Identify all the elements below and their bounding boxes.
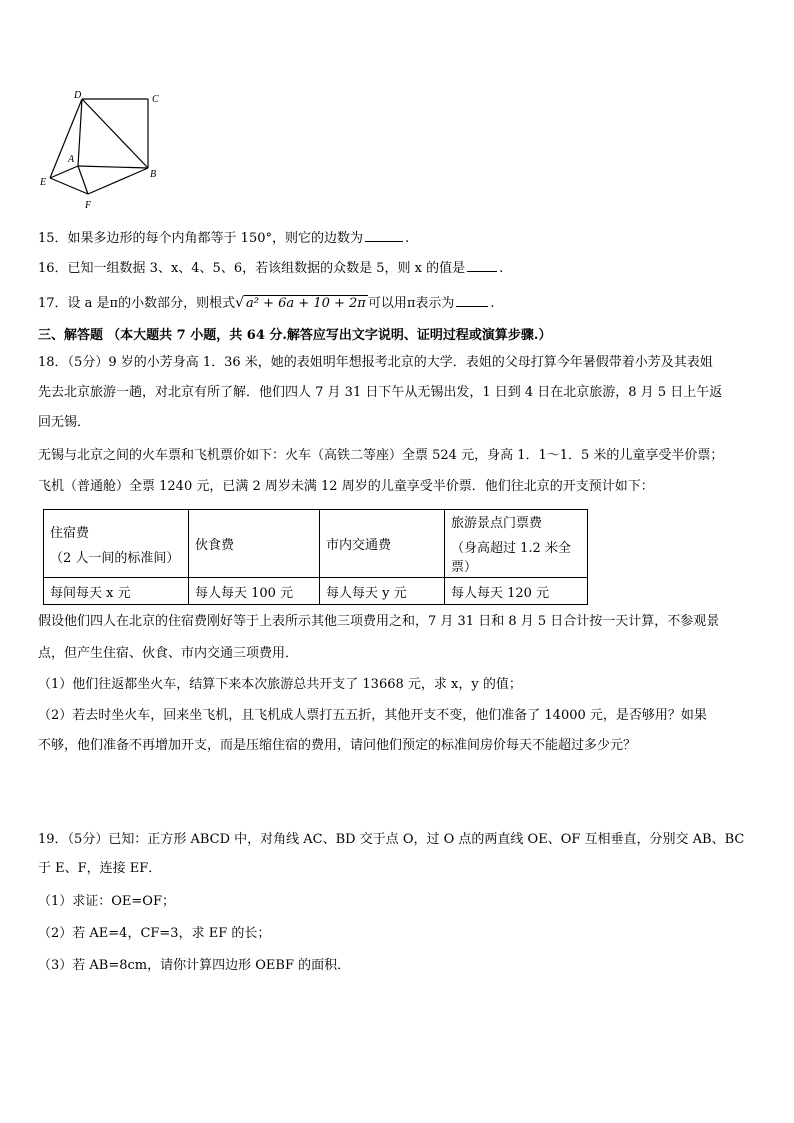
question-18-part-2: （2）若去时坐火车，回来坐飞机，且飞机成人票打五五折，其他开支不变，他们准备了 14000 元，是否够用？如果 [38, 708, 707, 723]
question-15 [38, 229, 409, 248]
table-cell: 每人每天 y 元 [320, 578, 445, 605]
section-title: 三、解答题 [38, 328, 104, 343]
label-F: F [85, 200, 92, 211]
question-17-post: 可以用π表示为 [367, 296, 455, 311]
table-header-cell [44, 510, 189, 578]
header-main: 市内交通费 [326, 538, 392, 553]
question-18-line: 回无锡． [38, 415, 91, 430]
question-16 [38, 259, 503, 278]
question-16-text: 16．已知一组数据 3、x、4、5、6，若该组数据的众数是 5，则 x 的值是 [38, 261, 466, 276]
table-cell: 每人每天 120 元 [445, 578, 588, 605]
label-C: C [152, 94, 159, 105]
question-17-pre: 17．设 a 是π的小数部分，则根式 [38, 296, 236, 311]
question-18-line: 假设他们四人在北京的住宿费刚好等于上表所示其他三项费用之和，7 月 31 日和 8 月 5 日合计按一天计算，不参观景 [38, 614, 720, 629]
question-18-line: 18．（5分）9 岁的小芳身高 1．36 米，她的表姐明年想报考北京的大学．表姐的父母打算今年暑假带着小芳及其表姐 [38, 355, 713, 370]
question-15-text: 15．如果多边形的每个内角都等于 150°，则它的边数为 [38, 231, 363, 246]
question-19-part-1: （1）求证：OE=OF； [38, 894, 175, 909]
question-19-line: 19．（5分）已知：正方形 ABCD 中，对角线 AC、BD 交于点 O，过 O 点的两直线 OE、OF 互相垂直，分别交 AB、BC [38, 832, 745, 847]
header-sub: （2 人一间的标准间） [50, 550, 180, 566]
table-header-cell [320, 510, 445, 578]
answer-blank[interactable] [365, 229, 403, 242]
table-header-row [44, 510, 588, 578]
label-A: A [68, 154, 75, 165]
question-18-line: 飞机（普通舱）全票 1240 元，已满 2 周岁未满 12 周岁的儿童享受半价票．他们往北京的开支预计如下： [38, 479, 654, 494]
question-18-line: 无锡与北京之间的火车票和飞机票价如下：火车（高铁二等座）全票 524 元，身高 1．1～1．5 米的儿童享受半价票； [38, 448, 724, 463]
edge-EF [50, 178, 88, 194]
label-D: D [74, 90, 82, 101]
table-cell: 每间每天 x 元 [44, 578, 189, 605]
question-18-line: 不够，他们准备不再增加开支，而是压缩住宿的费用，请问他们预定的标准间房价每天不能超过多少元？ [38, 738, 637, 753]
diagonal-DB [82, 99, 148, 168]
question-15-tail: . [405, 231, 410, 246]
question-19-part-2: （2）若 AE=4，CF=3，求 EF 的长； [38, 926, 271, 941]
question-17 [38, 294, 495, 313]
radical-sign: √ [235, 295, 245, 311]
radicand: a² + 6a + 10 + 2π [246, 296, 366, 311]
table-header-cell [189, 510, 320, 578]
cost-table [43, 509, 588, 605]
question-19-part-3: （3）若 AB=8cm，请你计算四边形 OEBF 的面积． [38, 958, 351, 973]
label-E: E [40, 177, 47, 188]
section-heading [38, 327, 551, 345]
header-sub: （身高超过 1.2 米全票） [451, 541, 571, 575]
table-header-cell [445, 510, 588, 578]
question-18-part-1: （1）他们往返都坐火车，结算下来本次旅游总共开支了 13668 元，求 x，y 的值； [38, 677, 522, 692]
edge-DA [78, 99, 82, 166]
header-main: 住宿费 [50, 525, 90, 541]
table-cell: 每人每天 100 元 [189, 578, 320, 605]
question-16-tail: . [499, 261, 504, 276]
answer-blank[interactable] [467, 259, 497, 272]
header-main: 旅游景点门票费 [451, 516, 543, 531]
question-17-tail: . [490, 296, 495, 311]
edge-FB [88, 168, 148, 194]
geometry-figure [38, 86, 168, 211]
question-18-line: 点，但产生住宿、伙食、市内交通三项费用． [38, 646, 299, 661]
header-main: 伙食费 [195, 538, 235, 553]
edge-AB [78, 166, 148, 168]
label-B: B [150, 169, 157, 180]
section-note: （本大题共 7 小题，共 64 分.解答应写出文字说明、证明过程或演算步骤.） [107, 328, 552, 343]
table-row [44, 578, 588, 605]
answer-blank[interactable] [456, 294, 488, 307]
question-18-line: 先去北京旅游一趟，对北京有所了解．他们四人 7 月 31 日下午从无锡出发，1 日到 4 日在北京旅游，8 月 5 日上午返 [38, 385, 723, 400]
question-19-line: 于 E、F，连接 EF． [38, 861, 162, 876]
